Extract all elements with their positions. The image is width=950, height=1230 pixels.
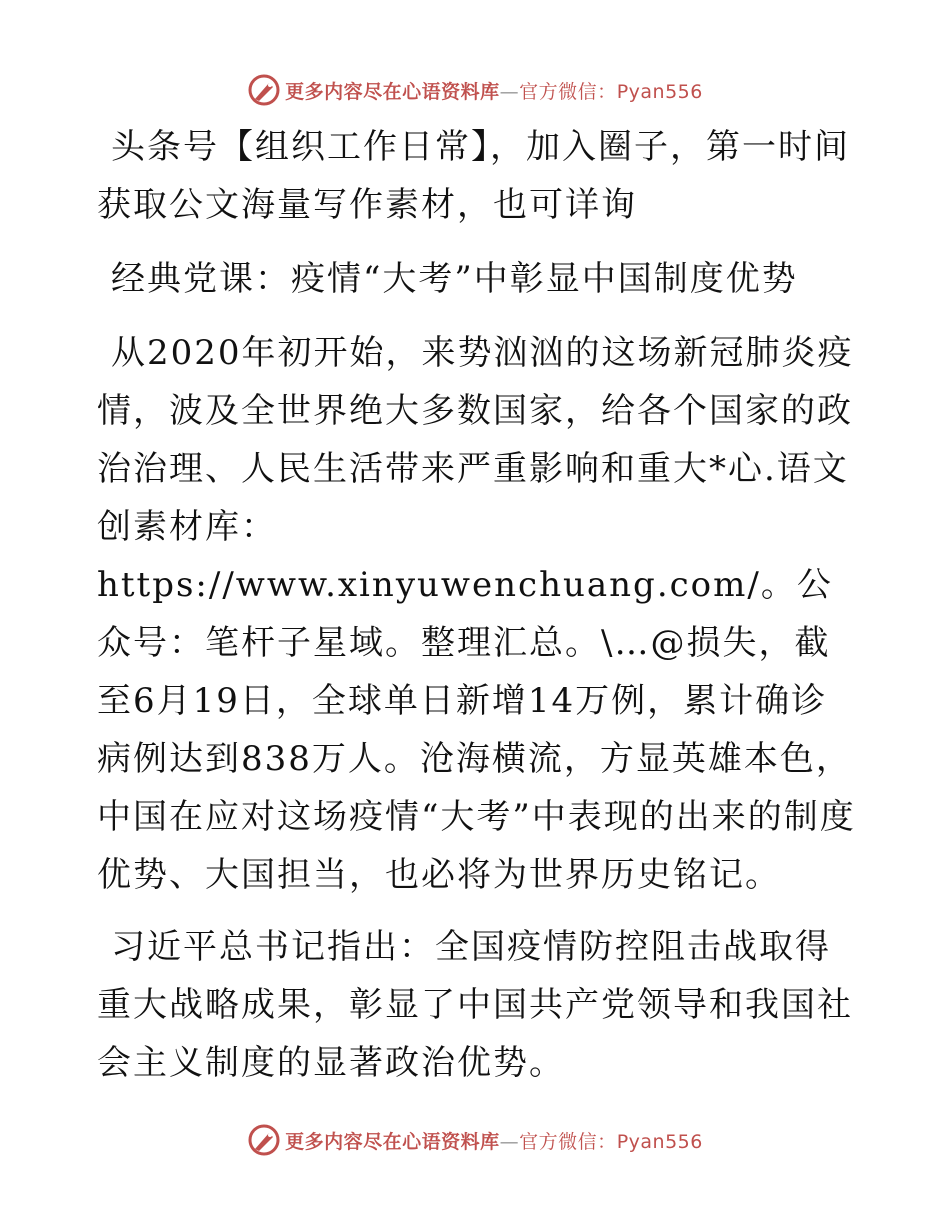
banner-wechat-id: Pyan556 (616, 1130, 703, 1153)
banner-text (285, 1127, 703, 1154)
pen-nib-logo-icon (247, 1123, 281, 1157)
document-body (97, 118, 857, 1092)
banner-separator: — (499, 80, 520, 103)
pen-nib-logo-icon (247, 73, 281, 107)
intro-paragraph: 头条号【组织工作日常】，加入圈子，第一时间获取公文海量写作素材，也可详询 (97, 127, 850, 225)
banner-wechat-label: 官方微信： (519, 80, 617, 103)
banner-wechat-label: 官方微信： (519, 1130, 617, 1153)
body-paragraph-1: 从2020年初开始，来势汹汹的这场新冠肺炎疫情，波及全世界绝大多数国家，给各个国家的政治治理、人民生活带来严重影响和重大*心.语文创素材库：https://www.xinyuwenchuang.com/。公众号：笔杆子星域。整理汇总。\…@损失，截至6月19日，全球单日新增14万例，累计确诊病例达到838万人。沧海横流，方显英雄本色，中国在应对这场疫情“大考”中表现的出来的制度优势、大国担当，也必将为世界历史铭记。 (97, 333, 856, 895)
banner-wechat-id: Pyan556 (616, 80, 703, 103)
banner-separator: — (499, 1130, 520, 1153)
banner-main-text: 更多内容尽在心语资料库 (285, 80, 500, 103)
banner-text (285, 77, 703, 104)
header-banner (0, 70, 950, 110)
body-paragraph-2: 习近平总书记指出：全国疫情防控阻击战取得重大战略成果，彰显了中国共产党领导和我国社会主义制度的显著政治优势。 (97, 927, 853, 1083)
document-title: 经典党课：疫情“大考”中彰显中国制度优势 (111, 259, 798, 299)
footer-banner (0, 1120, 950, 1160)
banner-main-text: 更多内容尽在心语资料库 (285, 1130, 500, 1153)
